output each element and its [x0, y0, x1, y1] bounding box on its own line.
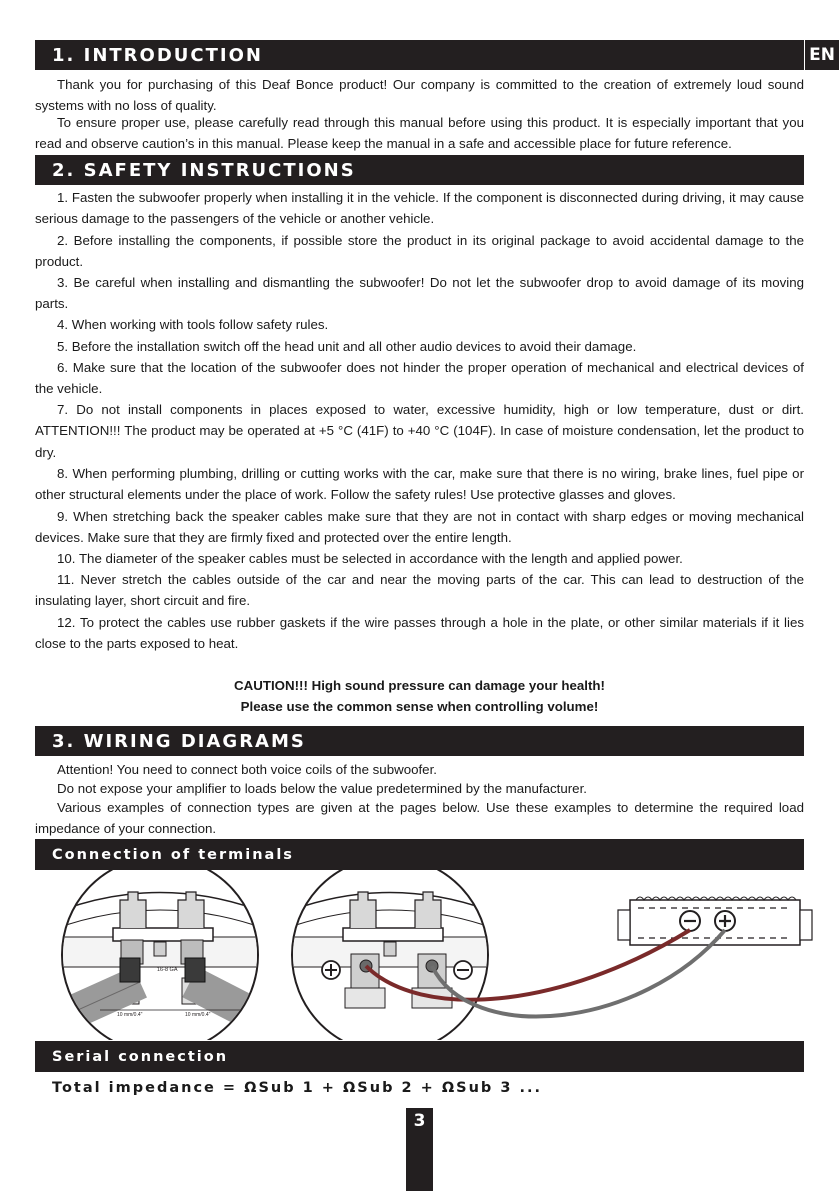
safety-item-2: 2. Before installing the components, if possible store the product in its original package to avoid accidental damage to the product.	[35, 233, 804, 270]
wiring-paragraph-1: Attention! You need to connect both voice coils of the subwoofer.	[57, 762, 437, 777]
safety-item-4: 4. When working with tools follow safety rules.	[57, 317, 329, 332]
safety-item-9: 9. When stretching back the speaker cables make sure that they are not in contact with sharp edges or moving mechanical devices. Make sure that they are firmly fixed and protected over the entire length.	[35, 509, 804, 546]
section-title-safety: 2. SAFETY INSTRUCTIONS	[35, 155, 804, 185]
caution-line-1: CAUTION!!! High sound pressure can damage your health!	[234, 678, 605, 693]
strip-length-left: 10 mm/0.4"	[117, 1012, 143, 1018]
gauge-label: 16-8 GA	[157, 967, 178, 973]
subsection-title-serial: Serial connection	[35, 1041, 804, 1072]
subsection-title-terminals: Connection of terminals	[35, 839, 804, 870]
terminal-closeup-middle	[290, 870, 490, 1040]
caution-line-2: Please use the common sense when controlling volume!	[240, 699, 599, 714]
terminal-closeup-left	[60, 870, 260, 1040]
terminal-connection-diagram	[0, 870, 839, 1040]
page-number: 3	[413, 1111, 426, 1131]
section-title-wiring: 3. WIRING DIAGRAMS	[35, 726, 804, 756]
strip-length-right: 10 mm/0.4"	[185, 1012, 211, 1018]
intro-paragraph-1: Thank you for purchasing of this Deaf Bonce product! Our company is committed to the creation of extremely loud sound systems with no loss of quality.	[35, 77, 804, 114]
wiring-paragraph-2: Do not expose your amplifier to loads below the value predetermined by the manufacturer.	[57, 781, 587, 796]
intro-paragraph-2: To ensure proper use, please carefully read through this manual before using this product. It is especially important that you read and observe caution’s in this manual. Please keep the manual in a safe and accessible place for future reference.	[35, 115, 804, 152]
page-number-tab	[406, 1108, 433, 1191]
wiring-paragraph-3: Various examples of connection types are given at the pages below. Use these examples to determine the required load impedance of your connection.	[35, 800, 804, 837]
safety-item-7: 7. Do not install components in places exposed to water, excessive humidity, high or low temperature, dust or dirt. ATTENTION!!! The product may be operated at +5 °C (41F) to +40 °C (104F). In case of moisture condensation, let the product to dry.	[35, 402, 804, 460]
safety-item-1: 1. Fasten the subwoofer properly when installing it in the vehicle. If the component is disconnected during driving, it may cause serious damage to the passengers of the vehicle or another vehicle.	[35, 190, 804, 227]
safety-item-3: 3. Be careful when installing and dismantling the subwoofer! Do not let the subwoofer drop to avoid damage of its moving parts.	[35, 275, 804, 312]
safety-item-10: 10. The diameter of the speaker cables must be selected in accordance with the length and applied power.	[57, 551, 683, 566]
impedance-formula: Total impedance = ΩSub 1 + ΩSub 2 + ΩSub 3 ...	[52, 1080, 543, 1096]
safety-item-11: 11. Never stretch the cables outside of the car and near the moving parts of the car. This can lead to destruction of the insulating layer, short circuit and fire.	[35, 572, 804, 609]
section-title-introduction: 1. INTRODUCTION	[35, 40, 804, 70]
safety-item-5: 5. Before the installation switch off the head unit and all other audio devices to avoid their damage.	[57, 339, 637, 354]
safety-item-8: 8. When performing plumbing, drilling or cutting works with the car, make sure that there is no wiring, brake lines, fuel pipe or other structural elements under the place of work. Follow the safety rules! Use protective glasses and gloves.	[35, 466, 804, 503]
safety-item-12: 12. To protect the cables use rubber gaskets if the wire passes through a hole in the plate, or other similar materials if it lies close to the parts exposed to heat.	[35, 615, 804, 652]
safety-item-6: 6. Make sure that the location of the subwoofer does not hinder the proper operation of mechanical and electrical devices of the vehicle.	[35, 360, 804, 397]
amplifier-illustration	[618, 897, 812, 945]
language-badge: EN	[805, 40, 839, 70]
